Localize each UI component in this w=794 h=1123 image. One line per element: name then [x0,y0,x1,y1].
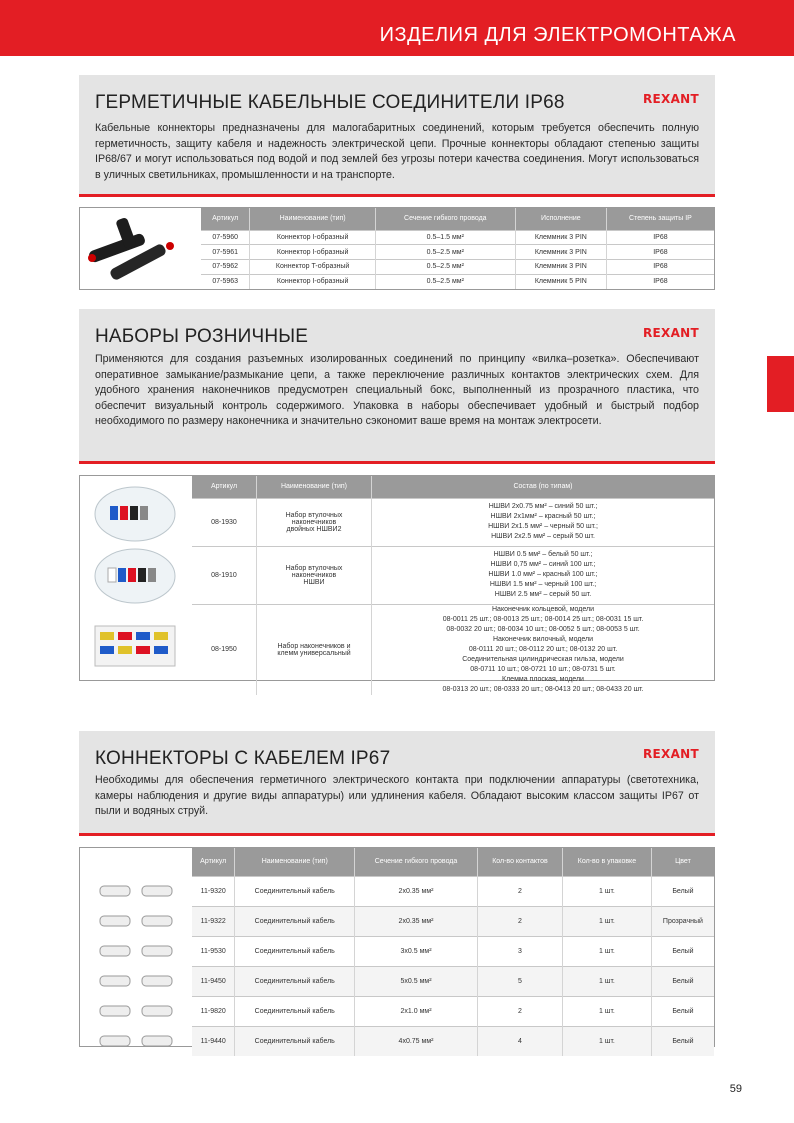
table-cell: 2х0.35 мм² [355,876,478,906]
section-sealed-connectors [79,75,715,197]
table-cell: 1 шт. [562,1026,651,1056]
data-table [192,848,714,1056]
table-cell: 11-9450 [192,966,235,996]
table-cell: 0.5–2.5 мм² [375,260,515,275]
cell-line: наконечников [291,518,337,526]
cell-line: 08-0011 25 шт.; 08-0013 25 шт.; 08-0014 25 шт.; 08-0031 15 шт. [442,615,644,623]
table-cell: 11-9320 [192,876,235,906]
table-cell: 11-9322 [192,906,235,936]
cable-plug-icon [100,1006,130,1016]
table-cell: Соединительный кабель [235,906,355,936]
table-cell: Прозрачный [651,906,714,936]
column-header: Цвет [651,848,714,876]
table-row [192,936,714,966]
table-row [192,966,714,996]
table-cell: 08-1930 [192,498,257,546]
table-cell: Коннектор I-образный [250,274,375,289]
cell-line: 08-0032 20 шт.; 08-0034 10 шт.; 08-0052 5 шт.; 08-0053 5 шт. [446,625,640,633]
section-description: Применяются для создания разъемных изолированных соединений по принципу «вилка–розетка». Обеспечивают оперативное замыкание/размыкание цепи, а также переключение различных контактов электрических схем. Для удобного хранения наконечников предусмотрен специальный бокс, выполненный из прозрачного пластика, что обеспечит визуальный контроль содержимого. Упаковка в наборы обеспечивает удобный и быстрый подбор необходимого по размеру наконечника и значительно сэкономит ваше время на монтаж электросети. [95,353,699,427]
table-cell: 1 шт. [562,936,651,966]
table-row [192,546,714,604]
table-row [192,604,714,695]
table-cell: IP68 [606,230,714,245]
table-cell: Клеммник 3 PIN [515,230,606,245]
table-row [192,1026,714,1056]
table-cell: 4х0.75 мм² [355,1026,478,1056]
table-cell: 07-5960 [201,230,250,245]
column-header: Сечение гибкого провода [355,848,478,876]
column-header: Наименование (тип) [235,848,355,876]
table-row [201,274,714,289]
column-header: Артикул [192,848,235,876]
table-cell: Коннектор T-образный [250,260,375,275]
column-header: Состав (по типам) [372,476,715,498]
column-header: Кол-во в упаковке [562,848,651,876]
column-header: Артикул [201,208,250,230]
product-image [80,208,200,289]
table-row [201,230,714,245]
cable-plug-icon [142,886,172,896]
cable-plug-icon [142,1006,172,1016]
kit-box-icon [80,476,190,680]
table-cell: Клеммник 3 PIN [515,245,606,260]
cell-line: Клемма плоская, модели [502,675,584,683]
table-cell: 1 шт. [562,996,651,1026]
cell-line: 08-0313 20 шт.; 08-0333 20 шт.; 08-0413 20 шт.; 08-0433 20 шт. [442,685,644,693]
table-cell [257,546,372,604]
table-cell: 2 [477,876,562,906]
cell-line: наконечников [291,571,337,579]
table-cell: IP68 [606,274,714,289]
table-cell: IP68 [606,260,714,275]
table-cell: 08-1910 [192,546,257,604]
product-images [80,848,190,1046]
page-number: 59 [729,1083,742,1095]
table-cell: 11-9820 [192,996,235,1026]
column-header: Артикул [192,476,257,498]
cable-plug-icon [80,848,190,1046]
data-table [201,208,714,289]
cable-plug-icon [142,976,172,986]
table-cell: Белый [651,966,714,996]
section-description: Кабельные коннекторы предназначены для малогабаритных соединений, которым требуется обеспечить полную герметичность, защиту кабеля и надежность электрической цепи. Прочные коннекторы обладают степенью защиты IP68/67 и могут использоваться под водой и под землей без угрозы потери качества соединения. Могут использоваться в уличных светильниках, промышленности и на транспорте. [95,122,699,181]
section-title: НАБОРЫ РОЗНИЧНЫЕ [95,326,309,347]
table-cell: 3 [477,936,562,966]
column-header: Степень защиты IP [606,208,714,230]
section-divider [79,833,715,836]
cell-line: 08-0711 10 шт.; 08-0721 10 шт.; 08-0731 5 шт. [470,665,616,673]
cell-line: НШВИ 1.5 мм² – черный 100 шт.; [489,581,597,588]
table-cell: Соединительный кабель [235,876,355,906]
table-cell: 3х0.5 мм² [355,936,478,966]
table-cell: Белый [651,996,714,1026]
table-cell: 08-1950 [192,604,257,695]
table-cell: Соединительный кабель [235,1026,355,1056]
table-cell: 1 шт. [562,966,651,996]
table-cell: 1 шт. [562,876,651,906]
brand-logo: REXANT [642,92,699,106]
header-bar [0,0,794,56]
section-divider [79,194,715,197]
cell-line: НШВИ 2х1.5 мм² – черный 50 шт.; [488,523,598,530]
table-cell: IP68 [606,245,714,260]
table-cell: Соединительный кабель [235,996,355,1026]
column-header: Наименование (тип) [257,476,372,498]
table-row [192,876,714,906]
table-cell: 2х0.35 мм² [355,906,478,936]
cell-line: НШВИ 2х0.75 мм² – синий 50 шт.; [488,503,598,510]
table-cell: 4 [477,1026,562,1056]
table-cell: 0.5–2.5 мм² [375,274,515,289]
table-cell: Белый [651,1026,714,1056]
table-cell: Клеммник 5 PIN [515,274,606,289]
cable-plug-icon [142,916,172,926]
data-table [192,476,714,695]
cable-plug-icon [100,886,130,896]
table-row [201,260,714,275]
table-cell: Соединительный кабель [235,936,355,966]
table-cell: 2х1.0 мм² [355,996,478,1026]
table-cell: 0.5–1.5 мм² [375,230,515,245]
table-cell [372,498,715,546]
cell-line: Соединительная цилиндрическая гильза, модели [462,655,624,663]
table-cell: 11-9530 [192,936,235,966]
table-row [192,996,714,1026]
cable-plug-icon [142,946,172,956]
cable-plug-icon [100,916,130,926]
cell-line: НШВИ 2.5 мм² – серый 50 шт. [494,591,592,598]
cell-line: Наконечник кольцевой, модели [492,605,594,613]
cell-line: НШВИ [303,578,325,586]
section-cable-connectors [79,731,715,836]
cell-line: НШВИ 0.5 мм² – белый 50 шт.; [493,551,593,558]
table-cell: Соединительный кабель [235,966,355,996]
table-cell: 07-5963 [201,274,250,289]
table-cell: 5 [477,966,562,996]
table-row [192,906,714,936]
brand-logo: REXANT [642,326,699,340]
cable-plug-icon [100,1036,130,1046]
table-cell [372,604,715,695]
table-cell: Белый [651,936,714,966]
brand-logo: REXANT [642,747,699,761]
table-cable-connectors [79,847,715,1047]
table-cell: 07-5961 [201,245,250,260]
cable-connector-icon [80,208,200,289]
cell-line: НШВИ 2х1мм² – красный 50 шт.; [490,513,596,520]
section-retail-kits [79,309,715,464]
table-retail-kits [79,475,715,693]
table-cell: 0.5–2.5 мм² [375,245,515,260]
table-cell: Коннектор I-образный [250,245,375,260]
cell-line: НШВИ 2х2.5 мм² – серый 50 шт. [491,533,595,540]
table-cell: 07-5962 [201,260,250,275]
cell-line: Набор втулочных [285,564,343,572]
table-cell: 5х0.5 мм² [355,966,478,996]
section-description: Необходимы для обеспечения герметичного электрического контакта при подключении аппаратуры (светотехника, камеры наблюдения и другие виды аппаратуры) или удлинения кабеля. Обладают высоким классом защиты IP67 от пыли и водяных струй. [95,774,699,817]
table-cell: 2 [477,906,562,936]
cell-line: Наконечник вилочный, модели [492,635,594,643]
cell-line: Набор наконечников и [277,642,351,650]
table-cell: Клеммник 3 PIN [515,260,606,275]
column-header: Наименование (тип) [250,208,375,230]
table-cell: Коннектор I-образный [250,230,375,245]
product-images [80,476,190,680]
cell-line: НШВИ 0,75 мм² – синий 100 шт.; [490,561,596,568]
cable-plug-icon [100,976,130,986]
cable-plug-icon [100,946,130,956]
cable-plug-icon [142,1036,172,1046]
table-cell [257,498,372,546]
column-header: Исполнение [515,208,606,230]
table-row [192,498,714,546]
cell-line: Набор втулочных [285,511,343,519]
section-title: ГЕРМЕТИЧНЫЕ КАБЕЛЬНЫЕ СОЕДИНИТЕЛИ IP68 [95,92,565,113]
table-row [201,245,714,260]
table-cell: 11-9440 [192,1026,235,1056]
table-cell [257,604,372,695]
section-title: КОННЕКТОРЫ С КАБЕЛЕМ IP67 [95,748,391,769]
cell-line: клемм универсальный [277,649,351,657]
table-sealed-connectors [79,207,715,290]
section-divider [79,461,715,464]
column-header: Кол-во контактов [477,848,562,876]
column-header: Сечение гибкого провода [375,208,515,230]
section-tab-marker [767,356,794,412]
cell-line: двойных НШВИ2 [286,525,342,533]
table-cell: 2 [477,996,562,1026]
header-title: ИЗДЕЛИЯ ДЛЯ ЭЛЕКТРОМОНТАЖА [379,24,736,46]
cell-line: 08-0111 20 шт.; 08-0112 20 шт.; 08-0132 20 шт. [468,645,618,653]
table-cell [372,546,715,604]
table-cell: Белый [651,876,714,906]
cell-line: НШВИ 1.0 мм² – красный 100 шт.; [488,571,598,578]
table-cell: 1 шт. [562,906,651,936]
